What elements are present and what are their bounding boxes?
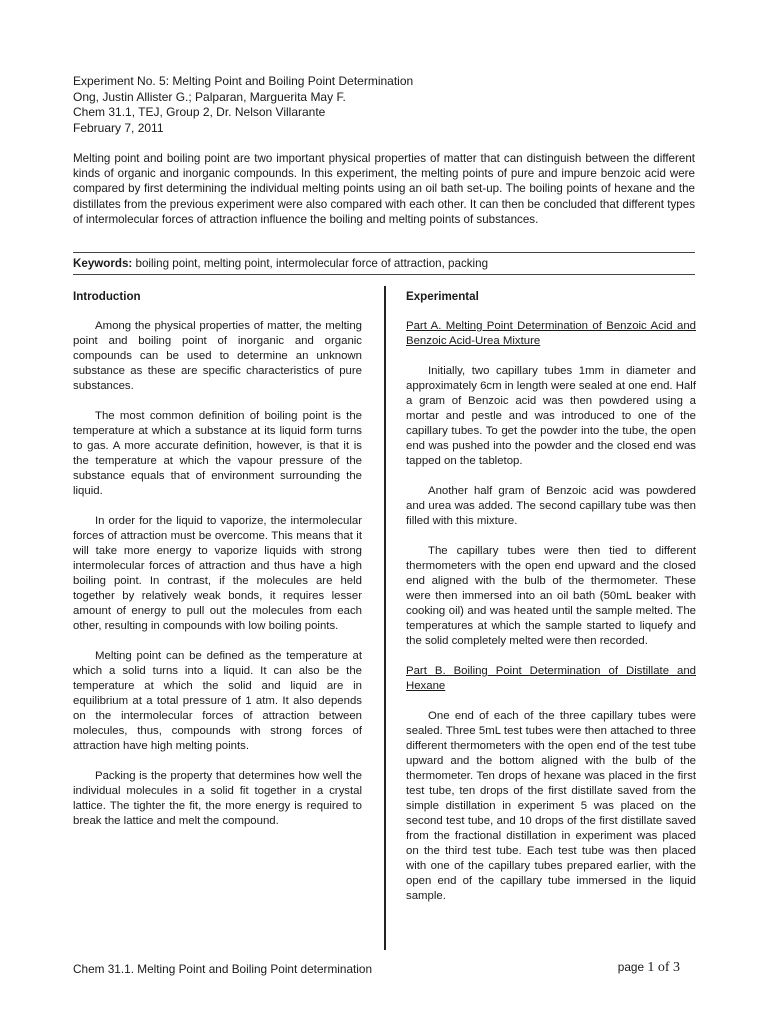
part-a-paragraph: Initially, two capillary tubes 1mm in diameter and approximately 6cm in length were sealed at one end. Half a gram of Benzoic acid was then powdered using a mortar and pestle and was introduced to one of the capillary tubes. To get the powder into the tube, the open end was pushed into the powder and the closed end was tapped on the tabletop. xyxy=(406,365,696,467)
experiment-title: Experiment No. 5: Melting Point and Boiling Point Determination xyxy=(73,74,414,88)
experimental-column xyxy=(406,289,696,919)
column-divider xyxy=(384,286,386,950)
keywords-line xyxy=(73,256,695,271)
intro-paragraph: In order for the liquid to vaporize, the intermolecular forces of attraction must be overcome. This means that it will take more energy to vaporize liquids with strong intermolecular forces of attraction and thus have a high boiling point. In contrast, if the molecules are held together by relatively weak bonds, it requires lesser amount of energy to pull out the molecules from each other, resulting in compounds with low boiling points. xyxy=(73,515,362,632)
keywords-text: boiling point, melting point, intermolecular force of attraction, packing xyxy=(132,257,489,270)
page-prefix: page xyxy=(617,960,648,974)
abstract: Melting point and boiling point are two important physical properties of matter that can distinguish between the different kinds of organic and inorganic compounds. In this experiment, the melting points of pure and impure benzoic acid were compared by first determining the individual melting points using an oil bath set-up. The boiling points of hexane and the distillates from the previous experiment were also compared with each other. It can then be concluded that different types of intermolecular forces of attraction influence the boiling and melting points of substances. xyxy=(73,152,695,226)
course-info: Chem 31.1, TEJ, Group 2, Dr. Nelson Villarante xyxy=(73,105,326,119)
page-total: 3 xyxy=(673,960,680,975)
keywords-label: Keywords: xyxy=(73,257,133,270)
divider-bottom xyxy=(73,274,695,275)
date: February 7, 2011 xyxy=(73,120,164,135)
intro-paragraph: Melting point can be defined as the temperature at which a solid turns into a liquid. It can also be the temperature at which the solid and liquid are in equilibrium at a total pressure of 1 atm. It also depends on the intermolecular forces of attraction between molecules, thus, compounds with strong forces of attraction have high melting points. xyxy=(73,650,362,752)
intro-paragraph: The most common definition of boiling point is the temperature at which a substance at its liquid form turns to gas. A more accurate definition, however, is that it is the temperature at which the vapour pressure of the substance equals that of environment surrounding the liquid. xyxy=(73,410,362,497)
part-b-title: Part B. Boiling Point Determination of Distillate and Hexane xyxy=(406,665,696,692)
part-b-paragraph: One end of each of the three capillary tubes were sealed. Three 5mL test tubes were then attached to three different thermometers with the open end of the test tube upward and the bottom aligned with the bulb of the thermometer. Ten drops of hexane was placed in the first test tube, ten drops of the first distillate saved from the simple distillation in experiment 5 was placed on the second test tube, and 10 drops of the first distillate saved from the fractional distillation in experiment was placed on the third test tube. Each test tube was then placed with one of the capillary tubes prepared earlier, with the open end of the capillary tube immersed in the liquid sample. xyxy=(406,710,696,902)
intro-paragraph: Among the physical properties of matter, the melting point and boiling point of inorganic and organic compounds can be used to determine an unknown substance as these are specific characteristics of pure substances. xyxy=(73,320,362,392)
page-number xyxy=(618,960,680,975)
part-a-paragraph: Another half gram of Benzoic acid was powdered and urea was added. The second capillary tube was then filled with this mixture. xyxy=(406,485,696,527)
footer-title: Chem 31.1. Melting Point and Boiling Point determination xyxy=(73,962,373,976)
intro-paragraph: Packing is the property that determines how well the individual molecules in a solid fit together in a crystal lattice. The tighter the fit, the more energy is required to break the lattice and melt the compound. xyxy=(73,770,362,827)
authors: Ong, Justin Allister G.; Palparan, Marguerita May F. xyxy=(73,89,346,104)
introduction-heading: Introduction xyxy=(73,290,141,303)
introduction-column xyxy=(73,289,362,844)
page-of: of xyxy=(654,960,673,975)
document-header xyxy=(73,74,693,136)
experimental-heading: Experimental xyxy=(406,290,479,303)
page-current: 1 xyxy=(647,960,655,975)
part-a-paragraph: The capillary tubes were then tied to different thermometers with the open end upward and the closed end aligned with the bulb of the thermometer. These were then immersed into an oil bath (50mL beaker with cooking oil) and was heated until the sample melted. The temperatures at which the sample started to liquefy and the solid completely melted were then recorded. xyxy=(406,545,696,647)
part-a-title: Part A. Melting Point Determination of Benzoic Acid and Benzoic Acid-Urea Mixture xyxy=(406,320,696,347)
divider-top xyxy=(73,252,695,253)
